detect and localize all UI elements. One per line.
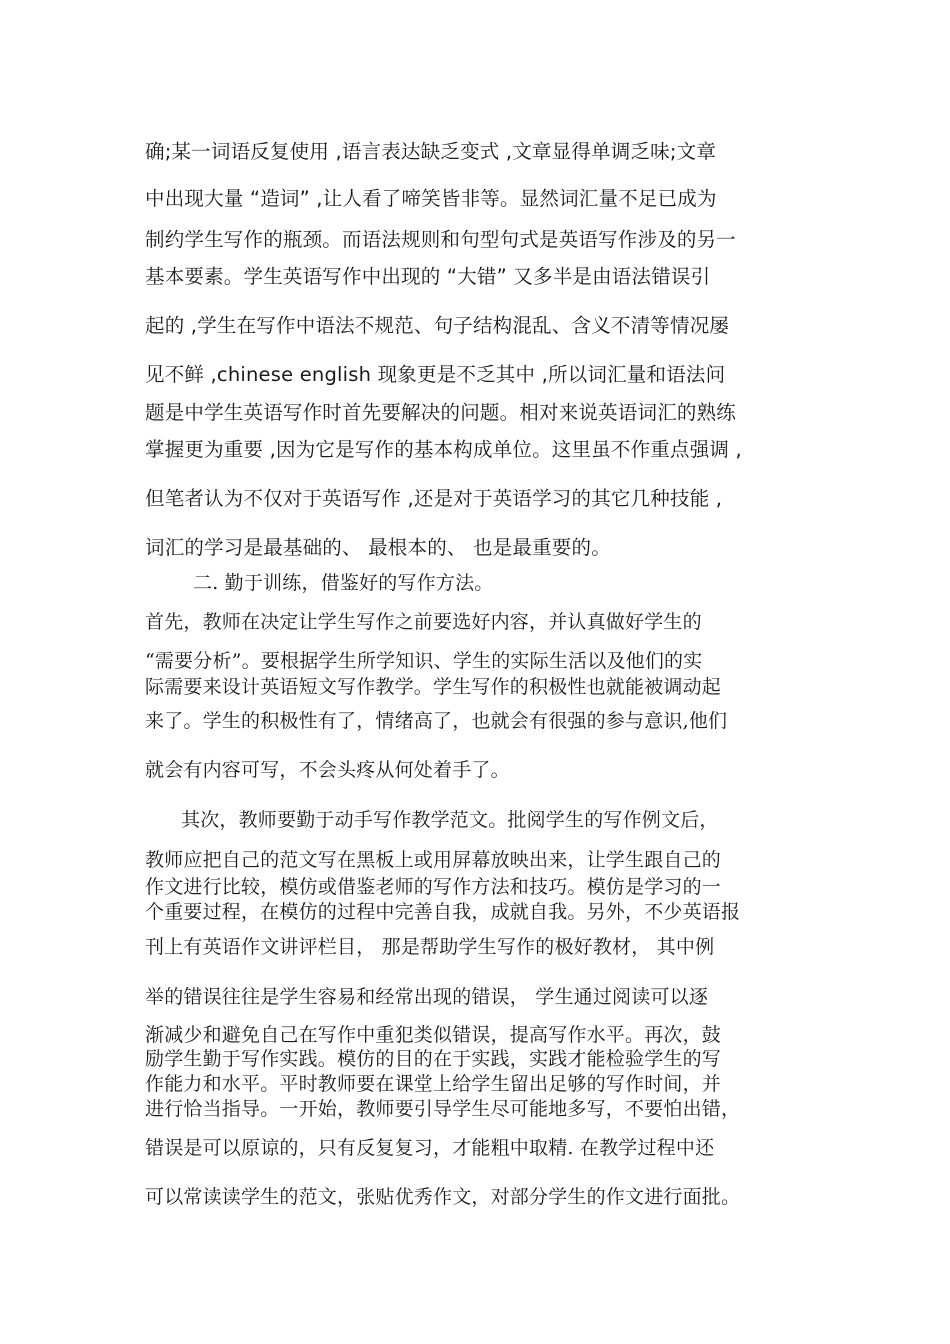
text-line: 作文进行比较，模仿或借鉴老师的写作方法和技巧。模仿是学习的一: [145, 876, 722, 898]
text-line: 基本要素。学生英语写作中出现的 “大错” 又多半是由语法错误引: [145, 265, 711, 288]
text-line: 渐减少和避免自己在写作中重犯类似错误，提高写作水平。再次，鼓: [145, 1024, 722, 1046]
text-line: 举的错误往往是学生容易和经常出现的错误， 学生通过阅读可以逐: [145, 986, 709, 1008]
text-line: 个重要过程，在模仿的过程中完善自我，成就自我。另外，不少英语报: [145, 901, 741, 923]
text-line: 但笔者认为不仅对于英语写作 ,还是对于英语学习的其它几种技能 ,: [145, 487, 723, 510]
text-line: 制约学生写作的瓶颈。而语法规则和句型句式是英语写作涉及的另一: [145, 228, 737, 251]
text-line: 题是中学生英语写作时首先要解决的问题。相对来说英语词汇的熟练: [145, 401, 737, 424]
text-line: 际需要来设计英语短文写作教学。学生写作的积极性也就能被调动起: [145, 676, 722, 698]
text-line: 刊上有英语作文讲评栏目， 那是帮助学生写作的极好教材， 其中例: [145, 936, 715, 958]
text-line: 来了。学生的积极性有了，情绪高了，也就会有很强的参与意识,他们: [145, 710, 728, 732]
text-line: 励学生勤于写作实践。模仿的目的在于实践，实践才能检验学生的写: [145, 1048, 722, 1070]
text-line: 掌握更为重要 ,因为它是写作的基本构成单位。这里虽不作重点强调 ,: [145, 438, 742, 461]
text-line: 见不鲜 ,chinese english 现象更是不乏其中 ,所以词汇量和语法问: [145, 363, 726, 386]
paragraph-first-line: 其次，教师要勤于动手写作教学范文。批阅学生的写作例文后，: [181, 809, 719, 831]
text-line: 首先，教师在决定让学生写作之前要选好内容，并认真做好学生的: [145, 611, 702, 633]
text-line: 可以常读读学生的范文，张贴优秀作文，对部分学生的作文进行面批。: [145, 1186, 741, 1208]
text-line: 作能力和水平。平时教师要在课堂上给学生留出足够的写作时间，并: [145, 1073, 722, 1095]
text-line: “需要分析”。要根据学生所学知识、学生的实际生活以及他们的实: [145, 650, 703, 672]
text-line: 进行恰当指导。一开始，教师要引导学生尽可能地多写，不要怕出错，: [145, 1098, 741, 1120]
text-line: 中出现大量 “造词” ,让人看了啼笑皆非等。显然词汇量不足已成为: [145, 187, 717, 210]
text-line: 词汇的学习是最基础的、 最根本的、 也是最重要的。: [145, 536, 611, 559]
text-line: 确;某一词语反复使用 ,语言表达缺乏变式 ,文章显得单调乏味;文章: [145, 140, 717, 163]
section-heading: 二. 勤于训练，借鉴好的写作方法。: [193, 572, 494, 594]
text-line: 教师应把自己的范文写在黑板上或用屏幕放映出来，让学生跟自己的: [145, 849, 722, 871]
text-line: 错误是可以原谅的，只有反复复习，才能粗中取精. 在教学过程中还: [145, 1137, 715, 1159]
text-line: 就会有内容可写，不会头疼从何处着手了。: [145, 759, 510, 781]
text-line: 起的 ,学生在写作中语法不规范、句子结构混乱、含义不清等情况屡: [145, 314, 730, 337]
